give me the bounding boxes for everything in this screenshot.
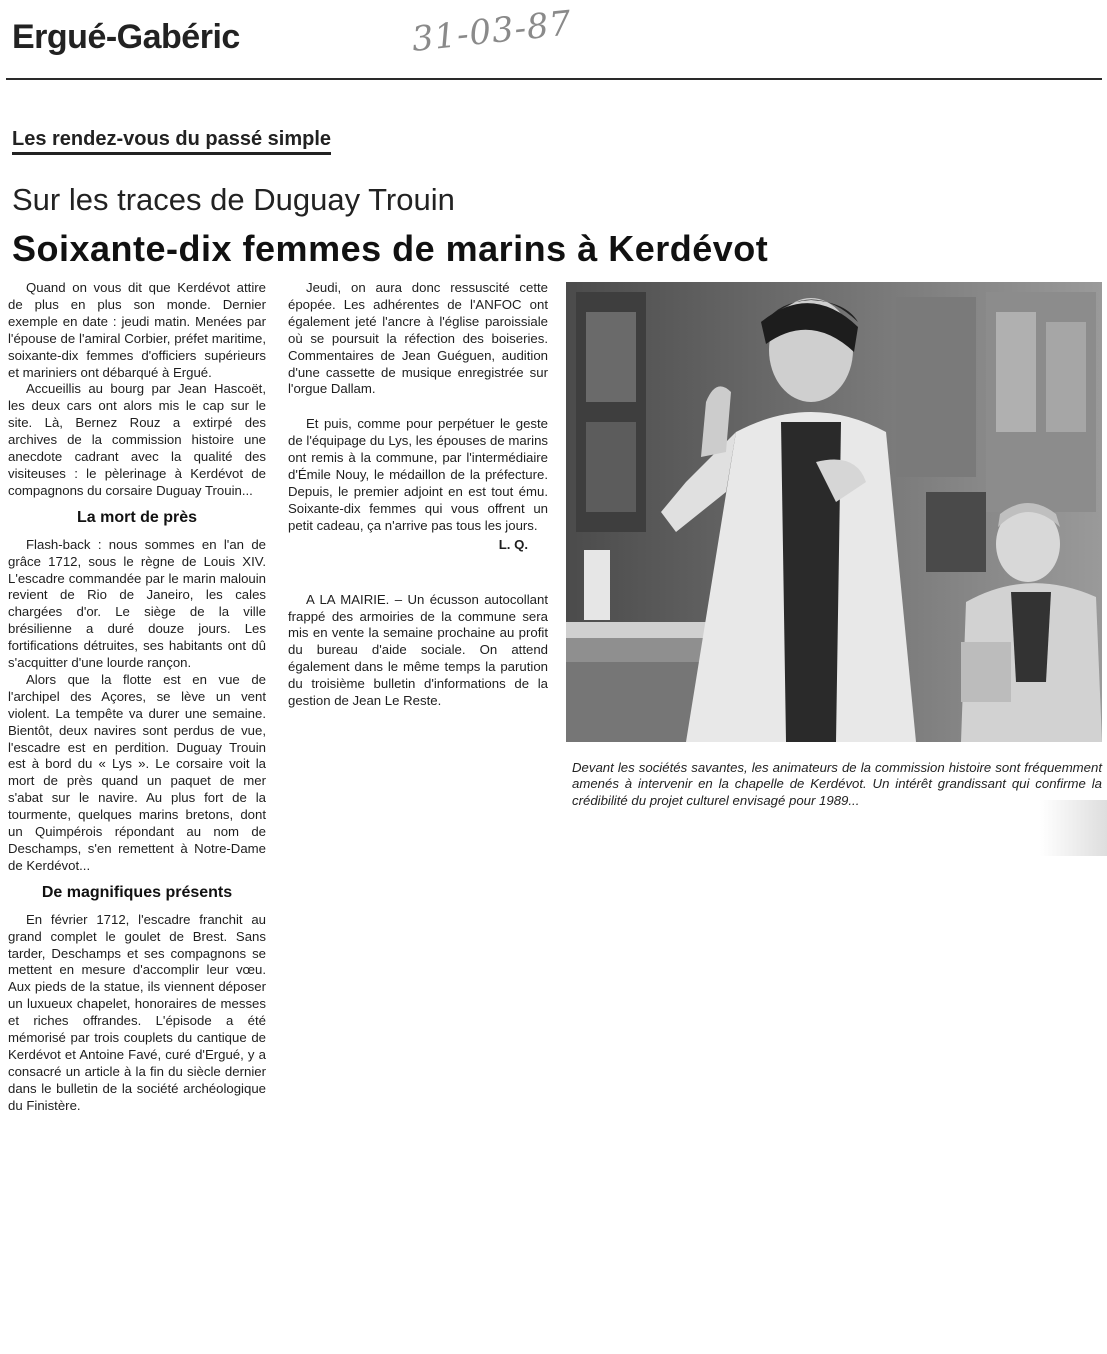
article-column-1 [8, 280, 266, 1115]
section-heading: De magnifiques présents [41, 883, 233, 901]
paragraph: Jeudi, on aura donc ressuscité cette épopée. Les adhérentes de l'ANFOC ont également jeté l'ancre à l'église paroissiale où se poursuit la réfection des boiseries. Commentaires de Jean Guéguen, audition d'une cassette de musique enregistrée sur l'orgue Dallam. [288, 280, 548, 397]
handwritten-date: 31-03-87 [409, 3, 574, 60]
article-column-2 [288, 280, 548, 710]
scan-shadow [1040, 800, 1107, 856]
town-header: Ergué-Gabéric [12, 18, 240, 56]
paragraph: Quand on vous dit que Kerdévot attire de plus en plus son monde. Dernier exemple en date : jeudi matin. Menées par l'épouse de l'amiral Corbier, préfet maritime, soixante-dix femmes d'officiers supérieurs et mariniers ont débarqué à Ergué. [8, 280, 266, 380]
subtitle: Sur les traces de Duguay Trouin [12, 182, 455, 217]
paragraph: Et puis, comme pour perpétuer le geste de l'équipage du Lys, les épouses de marins ont remis à la commune, par l'intermédiaire d'Émile Nouy, le médaillon de la préfecture. Depuis, le premier adjoint en est tout ému. Soixante-dix femmes qui vous offrent un petit cadeau, ça n'arrive pas tous les jours. [288, 416, 548, 533]
photo-illustration [566, 282, 1102, 742]
paragraph: A LA MAIRIE. – Un écusson autocollant frappé des armoiries de la commune sera mis en vente la semaine prochaine au profit du bureau d'aide sociale. On attend également dans le même temps la parution du troisième bulletin d'informations de la gestion de Jean Le Reste. [288, 591, 548, 709]
headline: Soixante-dix femmes de marins à Kerdévot [12, 228, 769, 269]
photo-caption: Devant les sociétés savantes, les animateurs de la commission histoire sont fréquemment amenés à intervenir en la chapelle de Kerdévot. Un intérêt grandissant qui confirme la crédibilité du projet culturel envisagé pour 1989... [572, 760, 1102, 808]
paragraph: Flash-back : nous sommes en l'an de grâce 1712, sous le règne de Louis XIV. L'escadre commandée par le marin malouin revient de Rio de Janeiro, les cales chargées d'or. Le siège de la ville brésilienne a duré douze jours. Les fortifications détruites, ses habitants ont dû s'acquitter d'une lourde rançon. [8, 536, 266, 671]
paragraph: En février 1712, l'escadre franchit au grand complet le goulet de Brest. Sans tarder, Deschamps et ses compagnons se mettent en mesure d'accomplir leur vœu. Aux pieds de la statue, ils viennent déposer un luxueux chapelet, honoraires de messes et riches offrandes. L'épisode a été mémorisé par trois couplets du cantique de Kerdévot et Antoine Favé, curé d'Ergué, y a consacré un article à la fin du siècle dernier dans le bulletin de la société archéologique du Finistère. [8, 911, 266, 1113]
section-heading: La mort de près [76, 508, 198, 526]
paragraph: Accueillis au bourg par Jean Hascoët, les deux cars ont alors mis le cap sur le site. Là, Bernez Rouz a extirpé des archives de la commission histoire une anecdote cadrant avec la qualité des visiteuses : le pèlerinage à Kerdévot de compagnons du corsaire Duguay Trouin... [8, 381, 266, 498]
rubric: Les rendez-vous du passé simple [12, 128, 331, 155]
header-rule [6, 78, 1102, 80]
author-signature: L. Q. [498, 536, 528, 552]
article-photo [566, 282, 1102, 742]
paragraph: Alors que la flotte est en vue de l'archipel des Açores, se lève un vent violent. La tempête va durer une semaine. Bientôt, deux navires sont perdus de vue, l'escadre est en perdition. Duguay Trouin est à bord du « Lys ». Le corsaire voit la mort de près quand un paquet de mer s'abat sur le navire. Au plus fort de la tourmente, quelques marins bretons, dont un Quimpérois répondant au nom de Deschamps, s'en remettent à Notre-Dame de Kerdévot... [8, 671, 266, 873]
